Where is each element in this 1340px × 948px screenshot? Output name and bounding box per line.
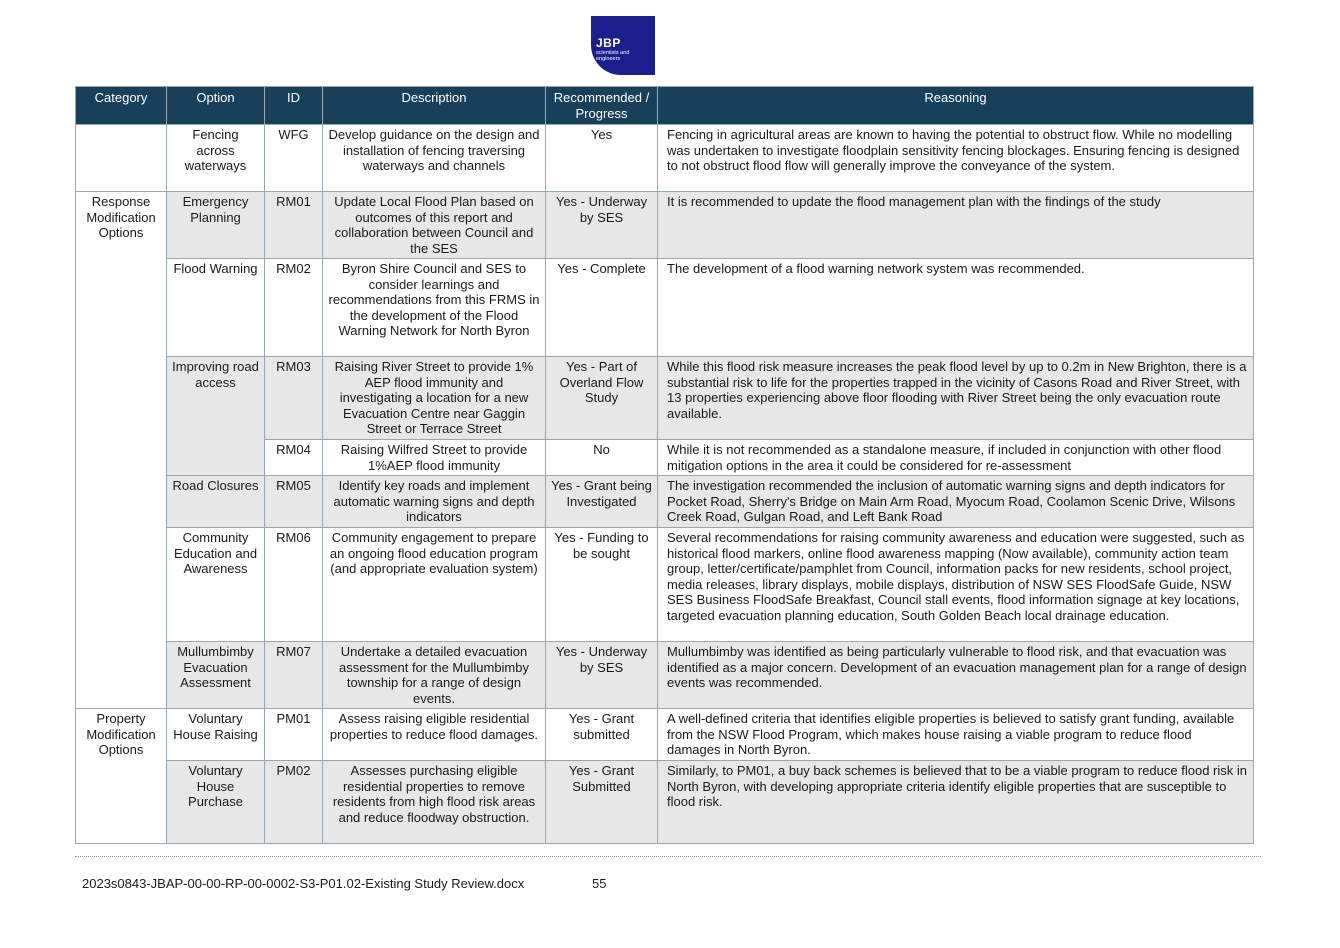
option-cell: Improving road access	[167, 357, 265, 476]
recommended-cell: Yes - Underway by SES	[546, 642, 658, 709]
recommended-cell: Yes - Grant being Investigated	[546, 476, 658, 528]
option-cell: Emergency Planning	[167, 192, 265, 259]
reasoning-cell: Fencing in agricultural areas are known to having the potential to obstruct flow. While no modelling was undertaken to investigate floodplain sensitivity fencing blockages. Ensuring fencing is designed to not obstruct flood flow will generally improve the conveyance of the system.	[658, 125, 1254, 192]
description-cell: Raising River Street to provide 1% AEP flood immunity and investigating a location for a new Evacuation Centre near Gaggin Street or Terrace Street	[323, 357, 546, 440]
reasoning-cell: The investigation recommended the inclusion of automatic warning signs and depth indicators for Pocket Road, Sherry's Bridge on Main Arm Road, Myocum Road, Coolamon Scenic Drive, Wilsons Creek Road, Gulgan Road, and Left Bank Road	[658, 476, 1254, 528]
table-row	[76, 476, 1254, 528]
logo-brand: JBP	[596, 36, 621, 50]
reasoning-cell: It is recommended to update the flood management plan with the findings of the study	[658, 192, 1254, 259]
table-row	[76, 125, 1254, 192]
recommended-cell: Yes	[546, 125, 658, 192]
category-cell: Property Modification Options	[76, 709, 167, 844]
recommended-cell: Yes - Grant Submitted	[546, 761, 658, 844]
id-cell: RM05	[265, 476, 323, 528]
description-cell: Assess raising eligible residential properties to reduce flood damages.	[323, 709, 546, 761]
reasoning-cell: Mullumbimby was identified as being particularly vulnerable to flood risk, and that evacuation was identified as a major concern. Development of an evacuation management plan for a range of design events was recommended.	[658, 642, 1254, 709]
option-cell: Fencing across waterways	[167, 125, 265, 192]
table-header-row	[76, 87, 1254, 125]
recommended-cell: Yes - Funding to be sought	[546, 528, 658, 642]
id-cell: RM02	[265, 259, 323, 357]
reasoning-cell: A well-defined criteria that identifies eligible properties is believed to satisfy grant funding, available from the NSW Flood Program, which makes house raising a viable program to reduce flood damages in North Byron.	[658, 709, 1254, 761]
table-row	[76, 761, 1254, 844]
recommended-cell: No	[546, 440, 658, 476]
reasoning-cell: The development of a flood warning network system was recommended.	[658, 259, 1254, 357]
table-row	[76, 192, 1254, 259]
header-category: Category	[76, 87, 167, 125]
option-cell: Road Closures	[167, 476, 265, 528]
option-cell: Voluntary House Raising	[167, 709, 265, 761]
recommended-cell: Yes - Underway by SES	[546, 192, 658, 259]
id-cell: PM01	[265, 709, 323, 761]
id-cell: RM04	[265, 440, 323, 476]
description-cell: Identify key roads and implement automatic warning signs and depth indicators	[323, 476, 546, 528]
header-recommended: Recommended / Progress	[546, 87, 658, 125]
description-cell: Assesses purchasing eligible residential properties to remove residents from high flood risk areas and reduce floodway obstruction.	[323, 761, 546, 844]
logo-tagline: scientists and engineers	[596, 50, 630, 62]
id-cell: RM06	[265, 528, 323, 642]
id-cell: PM02	[265, 761, 323, 844]
footer-divider	[75, 856, 1261, 857]
table-row	[76, 259, 1254, 357]
recommended-cell: Yes - Complete	[546, 259, 658, 357]
header-id: ID	[265, 87, 323, 125]
company-logo	[591, 16, 655, 75]
category-cell	[76, 125, 167, 192]
id-cell: WFG	[265, 125, 323, 192]
table-row	[76, 709, 1254, 761]
category-cell: Response Modification Options	[76, 192, 167, 709]
id-cell: RM07	[265, 642, 323, 709]
description-cell: Raising Wilfred Street to provide 1%AEP flood immunity	[323, 440, 546, 476]
option-cell: Community Education and Awareness	[167, 528, 265, 642]
reasoning-cell: Similarly, to PM01, a buy back schemes is believed that to be a viable program to reduce flood risk in North Byron, with developing appropriate criteria identify eligible properties that are susceptible to flood risk.	[658, 761, 1254, 844]
option-cell: Voluntary House Purchase	[167, 761, 265, 844]
description-cell: Develop guidance on the design and installation of fencing traversing waterways and channels	[323, 125, 546, 192]
table-row	[76, 528, 1254, 642]
id-cell: RM01	[265, 192, 323, 259]
header-option: Option	[167, 87, 265, 125]
footer-filename: 2023s0843-JBAP-00-00-RP-00-0002-S3-P01.02-Existing Study Review.docx	[82, 876, 525, 891]
header-description: Description	[323, 87, 546, 125]
description-cell: Undertake a detailed evacuation assessment for the Mullumbimby township for a range of design events.	[323, 642, 546, 709]
reasoning-cell: While it is not recommended as a standalone measure, if included in conjunction with other flood mitigation options in the area it could be considered for re-assessment	[658, 440, 1254, 476]
recommended-cell: Yes - Grant submitted	[546, 709, 658, 761]
description-cell: Byron Shire Council and SES to consider learnings and recommendations from this FRMS in the development of the Flood Warning Network for North Byron	[323, 259, 546, 357]
page-number: 55	[592, 876, 607, 891]
reasoning-cell: Several recommendations for raising community awareness and education were suggested, such as historical flood markers, online flood awareness mapping (Now available), community action team group, letter/certificate/pamphlet from Council, information packs for new residents, school project, media releases, library displays, mobile displays, distribution of NSW SES FloodSafe Guide, NSW SES Business FloodSafe Breakfast, Council stall events, flood information signage at key locations, targeted evacuation planning education, South Golden Beach local drainage education.	[658, 528, 1254, 642]
id-cell: RM03	[265, 357, 323, 440]
table-row	[76, 642, 1254, 709]
option-cell: Mullumbimby Evacuation Assessment	[167, 642, 265, 709]
option-cell: Flood Warning	[167, 259, 265, 357]
table-row	[76, 357, 1254, 440]
recommended-cell: Yes - Part of Overland Flow Study	[546, 357, 658, 440]
options-table	[75, 86, 1254, 844]
description-cell: Update Local Flood Plan based on outcomes of this report and collaboration between Council and the SES	[323, 192, 546, 259]
header-reasoning: Reasoning	[658, 87, 1254, 125]
description-cell: Community engagement to prepare an ongoing flood education program (and appropriate evaluation system)	[323, 528, 546, 642]
reasoning-cell: While this flood risk measure increases the peak flood level by up to 0.2m in New Brighton, there is a substantial risk to life for the properties trapped in the vicinity of Casons Road and River Street, with 13 properties experiencing above floor flooding with River Street being the only evacuation route available.	[658, 357, 1254, 440]
